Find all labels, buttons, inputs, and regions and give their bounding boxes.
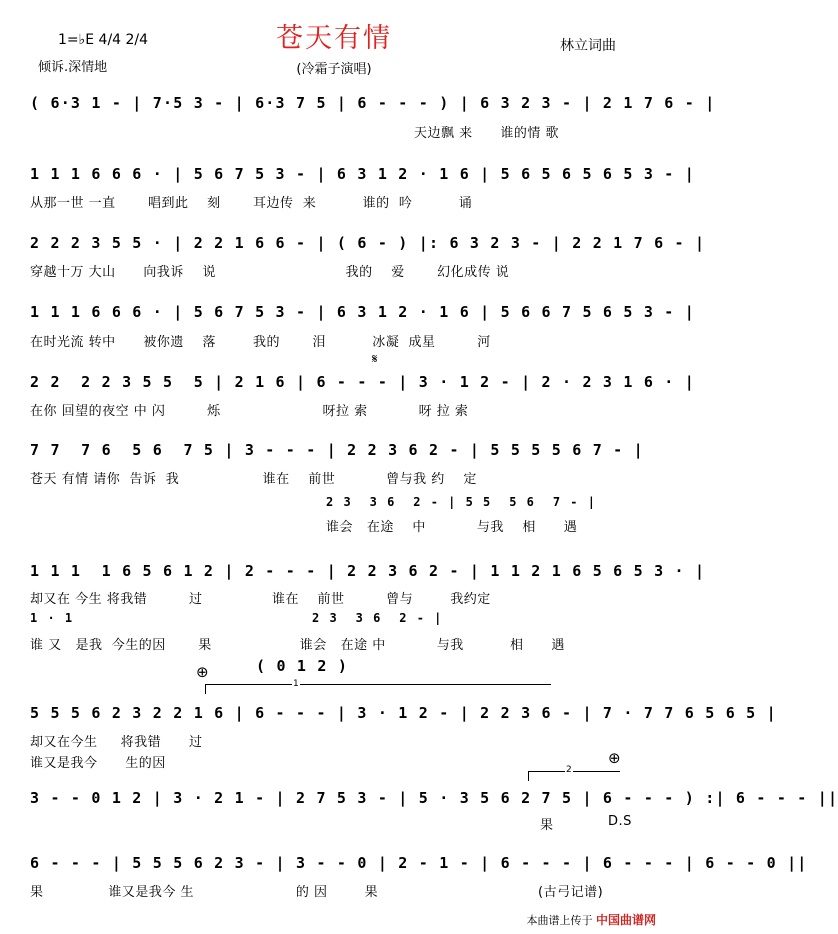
notation-line-8: 5 5 5 6 2 3 2 2 1 6 | 6 - - - | 3 · 1 2 - | 2 2 3 6 - | 7 · 7 7 6 5 6 5 | bbox=[30, 704, 777, 722]
ending-1-bracket bbox=[205, 684, 551, 685]
harmony-lyric-1: 谁会 在途 中 与我 相 遇 bbox=[326, 520, 578, 535]
lyric-line-4: 在时光流 转中 被你遗 落 我的 泪 冰凝 成星 河 bbox=[30, 335, 491, 350]
ds-mark: D.S bbox=[608, 814, 632, 829]
ending-2-bracket-tick bbox=[528, 771, 529, 781]
segno-mark: 𝄋 bbox=[372, 352, 378, 367]
lyric-line-7: 却又在 今生 将我错 过 谁在 前世 曾与 我约定 bbox=[30, 592, 491, 607]
harmony-notation-2a: 1 · 1 bbox=[30, 611, 74, 625]
lyric-line-9: 果 bbox=[540, 818, 554, 833]
notation-line-1: ( 6·3 1 - | 7·5 3 - | 6·3 7 5 | 6 - - - ) | 6 3 2 3 - | 2 1 7 6 - | bbox=[30, 94, 716, 112]
notation-line-6: 7 7 7 6 5 6 7 5 | 3 - - - | 2 2 3 6 2 - | 5 5 5 5 6 7 - | bbox=[30, 441, 644, 459]
notation-line-4: 1 1 1 6 6 6 · | 5 6 7 5 3 - | 6 3 1 2 · 1 6 | 5 6 6 7 5 6 5 3 - | bbox=[30, 303, 695, 321]
ending-2-number: 2 bbox=[566, 765, 572, 775]
harmony-notation-1: 2 3 3 6 2 - | 5 5 5 6 7 - | bbox=[326, 495, 597, 509]
notation-line-2: 1 1 1 6 6 6 · | 5 6 7 5 3 - | 6 3 1 2 · 1 6 | 5 6 5 6 5 6 5 3 - | bbox=[30, 165, 695, 183]
notation-line-10: 6 - - - | 5 5 5 6 2 3 - | 3 - - 0 | 2 - 1 - | 6 - - - | 6 - - - | 6 - - 0 || bbox=[30, 854, 808, 872]
key-signature: 1=♭E 4/4 2/4 bbox=[58, 32, 149, 48]
ending-1-bracket-tick bbox=[205, 684, 206, 694]
song-title: 苍天有情 bbox=[276, 23, 392, 54]
site-logo[interactable]: 中国曲谱网 bbox=[595, 913, 656, 927]
ending-2-bracket bbox=[528, 771, 620, 772]
lyric-line-5: 在你 回望的夜空 中 闪 烁 呀拉 索 呀 拉 索 bbox=[30, 404, 469, 419]
notation-line-9: 3 - - 0 1 2 | 3 · 2 1 - | 2 7 5 3 - | 5 · 3 5 6 2 7 5 | 6 - - - ) :| 6 - - - || bbox=[30, 789, 838, 807]
pickup-notation: ( 0 1 2 ) bbox=[256, 657, 349, 675]
upload-text: 本曲谱上传于 bbox=[526, 914, 593, 927]
harmony-lyric-2: 谁 又 是我 今生的因 果 谁会 在途 中 与我 相 遇 bbox=[30, 638, 565, 653]
notation-line-5: 2 2 2 2 3 5 5 5 | 2 1 6 | 6 - - - | 3 · 1 2 - | 2 · 2 3 1 6 · | bbox=[30, 373, 695, 391]
coda-mark-2: ⊕ bbox=[608, 749, 621, 767]
lyricist-composer-credit: 林立词曲 bbox=[560, 38, 616, 54]
lyric-line-8: 却又在今生 将我错 过 bbox=[30, 735, 203, 750]
singer-credit: (冷霜子演唱) bbox=[296, 62, 372, 77]
notation-credit: (古弓记谱) bbox=[538, 885, 604, 900]
lyric-line-2: 从那一世 一直 唱到此 刻 耳边传 来 谁的 吟 诵 bbox=[30, 196, 473, 211]
notation-line-7: 1 1 1 1 6 5 6 1 2 | 2 - - - | 2 2 3 6 2 - | 1 1 2 1 6 5 6 5 3 · | bbox=[30, 562, 706, 580]
harmony-notation-2b: 2 3 3 6 2 - | bbox=[312, 611, 443, 625]
lyric-line-6: 苍天 有情 请你 告诉 我 谁在 前世 曾与我 约 定 bbox=[30, 472, 477, 487]
lyric-line-3: 穿越十万 大山 向我诉 说 我的 爱 幻化成传 说 bbox=[30, 265, 510, 280]
lyric-line-8b: 谁又是我今 生的因 bbox=[30, 756, 166, 771]
expression-marking: 倾诉.深情地 bbox=[38, 60, 108, 75]
coda-mark: ⊕ bbox=[196, 663, 209, 681]
notation-line-3: 2 2 2 3 5 5 · | 2 2 1 6 6 - | ( 6 - ) |: 6 3 2 3 - | 2 2 1 7 6 - | bbox=[30, 234, 706, 252]
lyric-line-10: 果 谁又是我今 生 的 因 果 bbox=[30, 885, 379, 900]
lyric-line-1: 天边飘 来 谁的情 歌 bbox=[414, 126, 560, 141]
ending-1-number: 1 bbox=[293, 679, 299, 689]
upload-footer bbox=[526, 911, 656, 928]
